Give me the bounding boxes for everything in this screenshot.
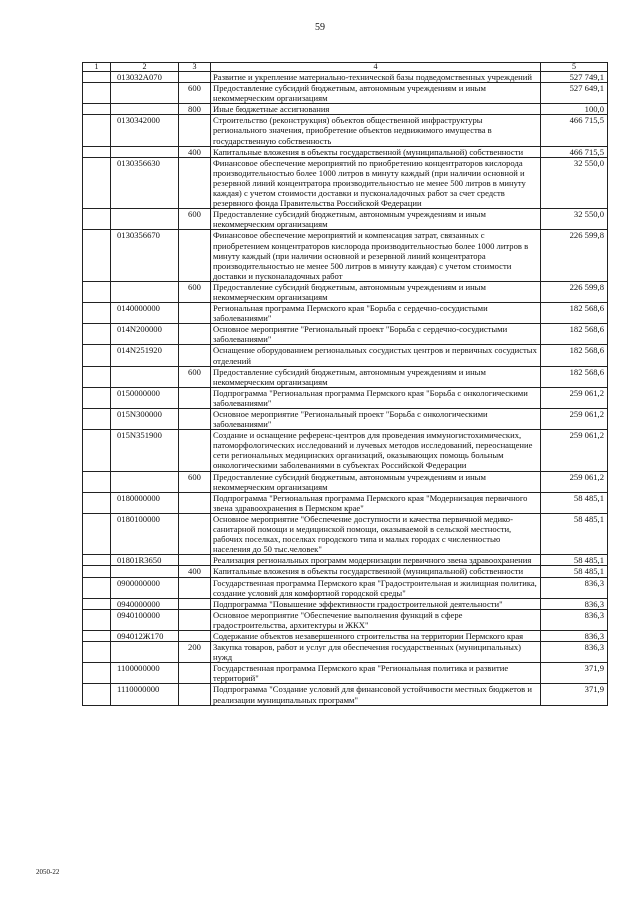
cell-amount: 182 568,6 [541, 303, 608, 324]
cell-classification-code: 0140000000 [111, 303, 179, 324]
cell-expense-type [179, 630, 211, 641]
table-row [83, 430, 608, 471]
cell-index [83, 366, 111, 387]
cell-expense-type: 600 [179, 281, 211, 302]
cell-amount: 259 061,2 [541, 387, 608, 408]
cell-index [83, 471, 111, 492]
cell-description: Предоставление субсидий бюджетным, автономным учреждениям и иным некоммерческим организациям [211, 281, 541, 302]
cell-expense-type [179, 663, 211, 684]
table-row [83, 566, 608, 577]
cell-amount: 226 599,8 [541, 281, 608, 302]
cell-expense-type [179, 513, 211, 554]
cell-index [83, 115, 111, 146]
cell-amount: 58 485,1 [541, 555, 608, 566]
cell-classification-code: 013032A070 [111, 72, 179, 83]
cell-index [83, 345, 111, 366]
cell-description: Финансовое обеспечение мероприятий по приобретению концентраторов кислорода производительностью более 1000 литров в минуту каждый (при наличии основной и резервной линий концентратора производительностью не менее 500 литров в минуту каждая) с учетом стоимости доставки и пусконаладочных работ за счет средств резервного фонда Правительства Российской Федерации [211, 157, 541, 208]
cell-classification-code: 0940000000 [111, 598, 179, 609]
cell-index [83, 513, 111, 554]
cell-description: Содержание объектов незавершенного строительства на территории Пермского края [211, 630, 541, 641]
cell-amount: 527 649,1 [541, 83, 608, 104]
cell-description: Основное мероприятие "Обеспечение доступности и качества первичной медико-санитарной помощи и медицинской помощи, оказываемой в сельской местности, рабочих поселках, поселках городского типа и малых городах с численностью населения до 50 тыс.человек" [211, 513, 541, 554]
cell-amount: 466 715,5 [541, 115, 608, 146]
cell-classification-code [111, 281, 179, 302]
budget-table [82, 62, 608, 706]
cell-index [83, 577, 111, 598]
cell-expense-type [179, 230, 211, 281]
table-row [83, 281, 608, 302]
cell-description: Развитие и укрепление материально-технической базы подведомственных учреждений [211, 72, 541, 83]
cell-amount: 836,3 [541, 642, 608, 663]
cell-description: Предоставление субсидий бюджетным, автономным учреждениям и иным некоммерческим организациям [211, 209, 541, 230]
cell-index [83, 209, 111, 230]
cell-description: Создание и оснащение референс-центров для проведения иммуногистохимических, патоморфологических исследований и лучевых методов исследований, переоснащение сети региональных медицинских организаций, оказывающих помощь больным онкологическими заболеваниями в субъектах Российской Федерации [211, 430, 541, 471]
cell-description: Основное мероприятие "Региональный проект "Борьба с онкологическими заболеваниями" [211, 409, 541, 430]
cell-expense-type [179, 324, 211, 345]
cell-expense-type [179, 72, 211, 83]
cell-index [83, 598, 111, 609]
cell-description: Подпрограмма "Повышение эффективности градостроительной деятельности" [211, 598, 541, 609]
cell-index [83, 72, 111, 83]
cell-index [83, 492, 111, 513]
cell-description: Строительство (реконструкция) объектов общественной инфраструктуры регионального значения, приобретение объектов недвижимого имущества в государственную собственность [211, 115, 541, 146]
table-row [83, 387, 608, 408]
cell-amount: 259 061,2 [541, 409, 608, 430]
cell-classification-code: 01801R3650 [111, 555, 179, 566]
cell-description: Региональная программа Пермского края "Борьба с сердечно-сосудистыми заболеваниями" [211, 303, 541, 324]
table-row [83, 409, 608, 430]
cell-amount: 836,3 [541, 577, 608, 598]
cell-expense-type: 600 [179, 83, 211, 104]
cell-classification-code: 014N200000 [111, 324, 179, 345]
cell-classification-code: 014N251920 [111, 345, 179, 366]
cell-index [83, 555, 111, 566]
cell-description: Предоставление субсидий бюджетным, автономным учреждениям и иным некоммерческим организациям [211, 366, 541, 387]
cell-classification-code: 015N351900 [111, 430, 179, 471]
cell-classification-code: 0940100000 [111, 609, 179, 630]
cell-index [83, 387, 111, 408]
cell-expense-type: 400 [179, 146, 211, 157]
table-row [83, 663, 608, 684]
table-row [83, 324, 608, 345]
table-row [83, 366, 608, 387]
cell-description: Основное мероприятие "Региональный проект "Борьба с сердечно-сосудистыми заболеваниями" [211, 324, 541, 345]
cell-amount: 32 550,0 [541, 209, 608, 230]
cell-index [83, 157, 111, 208]
cell-amount: 182 568,6 [541, 366, 608, 387]
cell-index [83, 146, 111, 157]
cell-expense-type: 600 [179, 366, 211, 387]
cell-amount: 371,9 [541, 684, 608, 705]
footer-code: 2050-22 [36, 868, 60, 876]
cell-expense-type [179, 157, 211, 208]
table-row [83, 577, 608, 598]
cell-index [83, 566, 111, 577]
cell-expense-type: 200 [179, 642, 211, 663]
table-body [83, 72, 608, 706]
cell-expense-type [179, 609, 211, 630]
cell-amount: 259 061,2 [541, 471, 608, 492]
cell-description: Подпрограмма "Создание условий для финансовой устойчивости местных бюджетов и реализации муниципальных программ" [211, 684, 541, 705]
cell-classification-code: 1110000000 [111, 684, 179, 705]
cell-index [83, 303, 111, 324]
cell-description: Предоставление субсидий бюджетным, автономным учреждениям и иным некоммерческим организациям [211, 471, 541, 492]
cell-classification-code: 0130342000 [111, 115, 179, 146]
cell-classification-code: 0150000000 [111, 387, 179, 408]
cell-index [83, 684, 111, 705]
cell-index [83, 281, 111, 302]
table-row [83, 345, 608, 366]
cell-classification-code: 094012Ж170 [111, 630, 179, 641]
cell-amount: 466 715,5 [541, 146, 608, 157]
cell-amount: 371,9 [541, 663, 608, 684]
table-row [83, 157, 608, 208]
table-row [83, 72, 608, 83]
cell-amount: 836,3 [541, 609, 608, 630]
cell-classification-code [111, 83, 179, 104]
cell-amount: 836,3 [541, 598, 608, 609]
cell-index [83, 609, 111, 630]
cell-description: Государственная программа Пермского края "Региональная политика и развитие территорий" [211, 663, 541, 684]
table-row [83, 513, 608, 554]
cell-classification-code [111, 366, 179, 387]
cell-expense-type [179, 577, 211, 598]
table-row [83, 209, 608, 230]
cell-expense-type [179, 387, 211, 408]
cell-description: Капитальные вложения в объекты государственной (муниципальной) собственности [211, 146, 541, 157]
table-row [83, 146, 608, 157]
cell-description: Основное мероприятие "Обеспечение выполнения функций в сфере градостроительства, архитектуры и ЖКХ" [211, 609, 541, 630]
cell-description: Государственная программа Пермского края "Градостроительная и жилищная политика, создание условий для комфортной городской среды" [211, 577, 541, 598]
table-row [83, 471, 608, 492]
table-row [83, 684, 608, 705]
cell-classification-code [111, 642, 179, 663]
cell-index [83, 430, 111, 471]
cell-amount: 58 485,1 [541, 492, 608, 513]
cell-classification-code: 0130356630 [111, 157, 179, 208]
cell-description: Подпрограмма "Региональная программа Пермского края "Модернизация первичного звена здравоохранения в Пермском крае" [211, 492, 541, 513]
cell-classification-code [111, 471, 179, 492]
cell-classification-code: 1100000000 [111, 663, 179, 684]
cell-amount: 32 550,0 [541, 157, 608, 208]
cell-description: Предоставление субсидий бюджетным, автономным учреждениям и иным некоммерческим организациям [211, 83, 541, 104]
cell-index [83, 663, 111, 684]
header-col-index: 1 [83, 63, 111, 72]
cell-classification-code: 0900000000 [111, 577, 179, 598]
cell-expense-type [179, 303, 211, 324]
cell-expense-type: 600 [179, 471, 211, 492]
table-row [83, 303, 608, 324]
table-row [83, 555, 608, 566]
cell-expense-type [179, 492, 211, 513]
table-row [83, 630, 608, 641]
cell-amount: 182 568,6 [541, 324, 608, 345]
cell-index [83, 409, 111, 430]
cell-index [83, 630, 111, 641]
cell-index [83, 230, 111, 281]
header-col-code: 2 [111, 63, 179, 72]
table-row [83, 609, 608, 630]
cell-amount: 58 485,1 [541, 566, 608, 577]
cell-amount: 58 485,1 [541, 513, 608, 554]
table-row [83, 83, 608, 104]
cell-description: Оснащение оборудованием региональных сосудистых центров и первичных сосудистых отделений [211, 345, 541, 366]
cell-amount: 226 599,8 [541, 230, 608, 281]
table-row [83, 104, 608, 115]
cell-expense-type [179, 555, 211, 566]
cell-amount: 527 749,1 [541, 72, 608, 83]
cell-expense-type: 400 [179, 566, 211, 577]
table-row [83, 230, 608, 281]
cell-amount: 100,0 [541, 104, 608, 115]
cell-description: Закупка товаров, работ и услуг для обеспечения государственных (муниципальных) нужд [211, 642, 541, 663]
cell-expense-type [179, 430, 211, 471]
cell-classification-code [111, 146, 179, 157]
header-col-amount: 5 [541, 63, 608, 72]
cell-description: Финансовое обеспечение мероприятий и компенсация затрат, связанных с приобретением концентраторов кислорода производительностью более 1000 литров в минуту каждый (при наличии основной и резервной линий концентратора производительностью не менее 500 литров в минуту каждая) с учетом стоимости доставки и пусконаладочных работ [211, 230, 541, 281]
header-row [83, 63, 608, 72]
cell-description: Капитальные вложения в объекты государственной (муниципальной) собственности [211, 566, 541, 577]
cell-classification-code: 015N300000 [111, 409, 179, 430]
header-col-expense-type: 3 [179, 63, 211, 72]
cell-amount: 182 568,6 [541, 345, 608, 366]
table-header [83, 63, 608, 72]
cell-expense-type [179, 115, 211, 146]
cell-description: Подпрограмма "Региональная программа Пермского края "Борьба с онкологическими заболеваниями" [211, 387, 541, 408]
table-row [83, 598, 608, 609]
cell-index [83, 104, 111, 115]
cell-classification-code: 0130356670 [111, 230, 179, 281]
cell-expense-type [179, 409, 211, 430]
cell-classification-code [111, 104, 179, 115]
cell-expense-type [179, 598, 211, 609]
cell-classification-code: 0180100000 [111, 513, 179, 554]
table-row [83, 492, 608, 513]
cell-amount: 259 061,2 [541, 430, 608, 471]
table-row [83, 642, 608, 663]
header-col-description: 4 [211, 63, 541, 72]
cell-expense-type [179, 684, 211, 705]
cell-expense-type: 600 [179, 209, 211, 230]
cell-description: Реализация региональных программ модернизации первичного звена здравоохранения [211, 555, 541, 566]
cell-index [83, 324, 111, 345]
cell-index [83, 83, 111, 104]
cell-index [83, 642, 111, 663]
table-row [83, 115, 608, 146]
cell-amount: 836,3 [541, 630, 608, 641]
cell-expense-type [179, 345, 211, 366]
cell-description: Иные бюджетные ассигнования [211, 104, 541, 115]
cell-expense-type: 800 [179, 104, 211, 115]
cell-classification-code [111, 209, 179, 230]
cell-classification-code [111, 566, 179, 577]
page-number: 59 [315, 22, 325, 33]
cell-classification-code: 0180000000 [111, 492, 179, 513]
